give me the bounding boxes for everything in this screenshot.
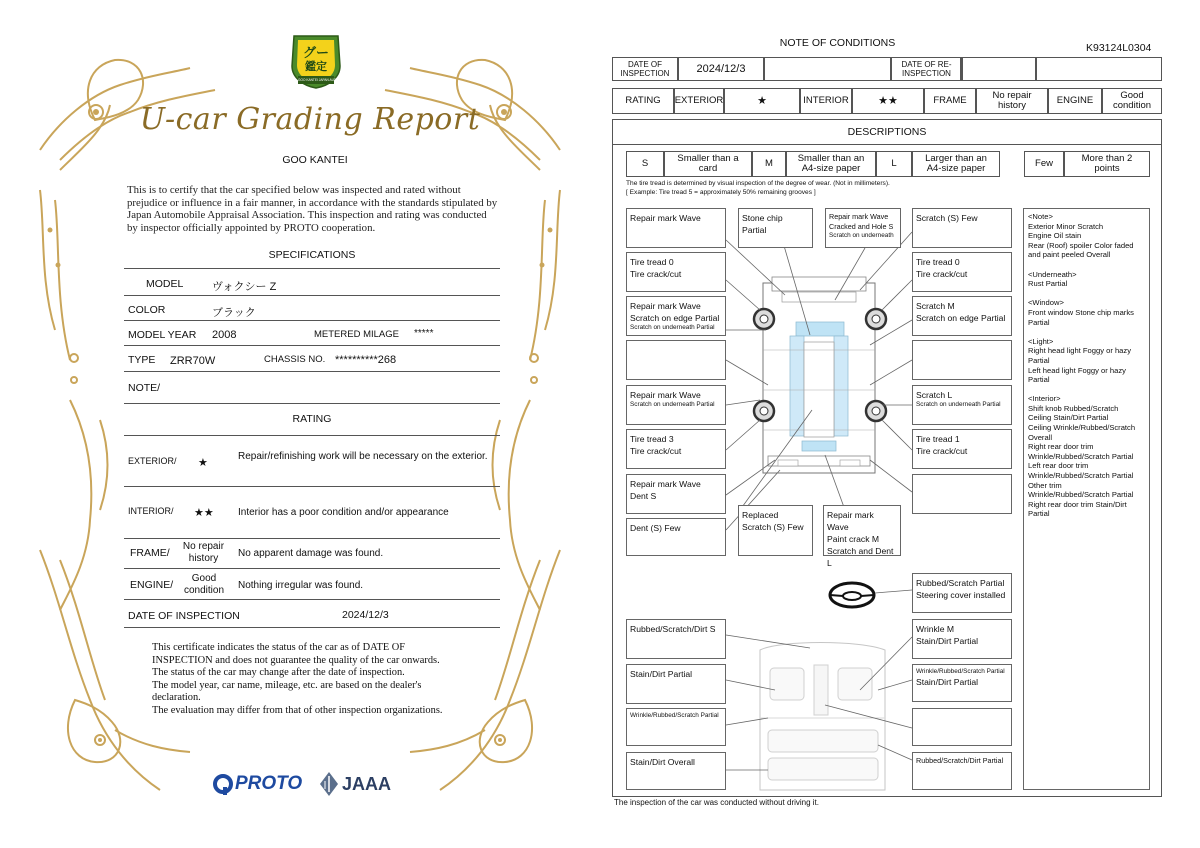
frame-rating-description: No apparent damage was found. <box>238 548 384 559</box>
proto-logo <box>212 771 302 797</box>
interior-label: INTERIOR <box>800 88 852 114</box>
certification-statement: This is to certify that the car specified below was inspected and rated without prejudice or influence in a fair manner, in accordance with the standards stipulated by Japan Automobile Appraisal Association. This inspection and rating was conducted by inspector officially appointed by PROTO cooperation. <box>127 184 498 234</box>
damage-note: Scratch on edge Partial <box>630 313 720 323</box>
report-title: U-car Grading Report <box>139 102 481 137</box>
damage-note: Stain/Dirt Partial <box>916 636 979 646</box>
damage-box-rear-window <box>738 505 813 556</box>
color-value: ブラック <box>212 307 256 319</box>
mileage-label: METERED MILAGE <box>314 329 399 340</box>
frame-label: FRAME <box>924 88 976 114</box>
rating-label: RATING <box>612 88 674 114</box>
car-top-view-icon <box>763 277 875 473</box>
damage-box-front-right-tire <box>912 252 1012 292</box>
tire-tread-note: The tire tread is determined by visual inspection of the degree of wear. (Not in millimeters). <box>626 180 890 187</box>
damage-note: Wrinkle M <box>916 624 955 634</box>
interior-box-steering <box>912 573 1012 613</box>
certificate-disclaimer <box>152 642 482 718</box>
exterior-rating-label: EXTERIOR/ <box>128 456 177 466</box>
disclaimer-line: INSPECTION and does not guarantee the quality of the car onwards. <box>152 654 440 666</box>
damage-note: Dent S <box>630 491 657 501</box>
interior-rating-label: INTERIOR/ <box>128 506 174 516</box>
condition-note-line <box>1028 260 1145 270</box>
descriptions-heading: DESCRIPTIONS <box>612 119 1162 145</box>
legend-m-desc: Smaller than an A4-size paper <box>786 151 876 177</box>
condition-note-line: <Window> <box>1028 298 1064 308</box>
proto-mark-icon <box>212 773 234 795</box>
rating-row-interior <box>124 487 500 539</box>
damage-note: Rubbed/Scratch/Dirt Partial <box>916 756 1004 765</box>
condition-note-line: <Underneath> <box>1028 269 1077 279</box>
spec-row-model <box>124 270 500 296</box>
rating-row-date <box>124 600 500 628</box>
condition-note-line: Exterior Minor Scratch <box>1028 221 1104 231</box>
rating-heading: RATING <box>292 413 332 425</box>
interior-box-left-door <box>626 708 726 746</box>
engine-label: ENGINE <box>1048 88 1102 114</box>
type-value: ZRR70W <box>170 355 216 367</box>
interior-box-right-door <box>912 664 1012 702</box>
rating-row-exterior <box>124 437 500 487</box>
legend-m-key: M <box>752 151 786 177</box>
legend-l-desc: Larger than an A4-size paper <box>912 151 1000 177</box>
spec-row-type <box>124 346 500 372</box>
damage-box-front-right <box>912 208 1012 248</box>
damage-note: Stone chip Partial <box>742 213 783 235</box>
engine-value: Good condition <box>1102 88 1162 114</box>
date-of-reinspection-label: DATE OF RE-INSPECTION <box>890 57 962 81</box>
interior-box-console <box>912 708 1012 746</box>
chassis-label: CHASSIS NO. <box>264 354 326 365</box>
rating-row-engine <box>124 569 500 600</box>
damage-note: Tire tread 1 <box>916 434 960 444</box>
damage-box-rear-bumper <box>823 505 901 568</box>
mileage-value: ***** <box>414 328 434 339</box>
spec-row-model-year <box>124 321 500 346</box>
damage-note: Rubbed/Scratch/Dirt S <box>630 624 716 634</box>
damage-box-left-front-door <box>626 340 726 380</box>
date-of-inspection-label: DATE OF INSPECTION <box>612 57 678 81</box>
damage-note: Scratch on edge Partial <box>916 313 1006 323</box>
damage-note: Wrinkle/Rubbed/Scratch Partial <box>916 668 1005 675</box>
condition-notes-panel <box>1023 208 1150 790</box>
model-year-label: MODEL YEAR <box>128 329 197 341</box>
damage-note: Tire crack/cut <box>630 269 682 279</box>
damage-note: Tire tread 3 <box>630 434 674 444</box>
condition-note-line: Ceiling Stain/Dirt Partial <box>1028 413 1109 423</box>
date-of-inspection-value: 2024/12/3 <box>678 57 764 81</box>
frame-rating-label: FRAME/ <box>130 547 170 559</box>
model-year-value: 2008 <box>212 329 237 341</box>
damage-box-front-left-tire <box>626 252 726 292</box>
damage-note: Repair mark Wave <box>829 212 889 221</box>
date-of-inspection-value: 2024/12/3 <box>342 609 389 621</box>
exterior-rating-description: Repair/refinishing work will be necessary on the exterior. <box>238 451 488 462</box>
legend-s-desc: Smaller than a card <box>664 151 752 177</box>
damage-note: Stain/Dirt Partial <box>916 677 979 687</box>
condition-note-line: Engine Oil stain <box>1028 231 1082 241</box>
interior-stars: ★★ <box>852 88 924 114</box>
spec-row-note <box>124 372 500 404</box>
chassis-value: **********268 <box>335 354 397 366</box>
interior-rating-description: Interior has a poor condition and/or appearance <box>238 507 449 518</box>
damage-note: Scratch M <box>916 301 955 311</box>
spec-row-color <box>124 296 500 321</box>
engine-rating-value: Good condition <box>183 573 225 596</box>
damage-note: Repair mark Wave <box>827 510 874 532</box>
condition-note-line: <Interior> <box>1028 394 1061 404</box>
condition-note-line <box>1028 289 1145 299</box>
inspection-footnote: The inspection of the car was conducted without driving it. <box>614 798 819 807</box>
damage-note: Replaced <box>742 510 779 520</box>
damage-note: Scratch (S) Few <box>916 213 978 223</box>
damage-box-front-left <box>626 208 726 248</box>
condition-note-line: Right rear door trim Stain/Dirt Partial <box>1028 499 1127 519</box>
condition-note-line: Front window Stone chip marks Partial <box>1028 307 1134 327</box>
damage-note: Paint crack M <box>827 534 880 544</box>
damage-note: Wrinkle/Rubbed/Scratch Partial <box>630 712 719 719</box>
damage-note: Tire tread 0 <box>916 257 960 267</box>
damage-note: Scratch on underneath Partial <box>630 324 715 331</box>
spec-divider <box>124 268 500 269</box>
exterior-stars: ★ <box>724 88 800 114</box>
condition-note-line: Rear (Roof) spoiler Color faded and paint peeled Overall <box>1028 240 1134 260</box>
damage-box-rear-left <box>626 518 726 556</box>
condition-note-line: <Note> <box>1028 212 1053 221</box>
interior-stars: ★★ <box>194 507 214 519</box>
damage-box-left-rear-fender <box>626 474 726 514</box>
interior-box-dashboard <box>626 619 726 659</box>
damage-box-right-rear-door <box>912 385 1012 425</box>
rating-row-frame <box>124 539 500 569</box>
report-subtitle: GOO KANTEI <box>282 154 348 166</box>
model-label: MODEL <box>146 278 184 290</box>
engine-rating-label: ENGINE/ <box>130 579 174 591</box>
badge-ring-text: GOO KANTEI JAPAN AUTOMOBILE <box>298 78 351 82</box>
damage-box-rear-right-tire <box>912 429 1012 469</box>
damage-note: Repair mark Wave <box>630 213 701 223</box>
condition-note-line: Right rear door trim Wrinkle/Rubbed/Scratch Partial <box>1028 442 1134 461</box>
legend-l-key: L <box>876 151 912 177</box>
condition-note-line <box>1028 327 1145 337</box>
condition-note-line: Rust Partial <box>1028 279 1068 289</box>
damage-note: Scratch on underneath Partial <box>916 401 1001 408</box>
disclaimer-line: The model year, car name, mileage, etc. are based on the dealer's <box>152 679 422 691</box>
condition-note-line: Left head light Foggy or hazy Partial <box>1028 365 1126 385</box>
proto-logo-text: PROTO <box>235 773 303 794</box>
date-of-inspection-label: DATE OF INSPECTION <box>128 610 240 622</box>
model-value: ヴォクシー Z <box>212 281 277 293</box>
condition-note-line: Left rear door trim Wrinkle/Rubbed/Scratch Partial <box>1028 461 1134 481</box>
legend-few-key: Few <box>1024 151 1064 177</box>
note-of-conditions <box>600 0 1200 848</box>
damage-note: Tire tread 0 <box>630 257 674 267</box>
damage-note: Tire crack/cut <box>630 446 682 456</box>
damage-note: Scratch on underneath Partial <box>630 401 715 408</box>
damage-note: Stain/Dirt Overall <box>630 757 695 767</box>
damage-note: Tire crack/cut <box>916 269 968 279</box>
frame-rating-value: No repair history <box>182 541 225 564</box>
condition-note-line: Right head light Foggy or hazy Partial <box>1028 346 1131 365</box>
type-label: TYPE <box>128 354 156 366</box>
rating-divider <box>124 435 500 436</box>
badge-text-line2: 鑑定 <box>305 61 327 73</box>
interior-box-rear-right <box>912 752 1012 790</box>
disclaimer-line: The evaluation may differ from that of other inspection organizations. <box>152 704 443 716</box>
frame-value: No repair history <box>976 88 1048 114</box>
interior-box-front-left-seat <box>626 664 726 704</box>
condition-note-line: Shift knob Rubbed/Scratch <box>1028 403 1119 413</box>
steering-wheel-icon <box>830 583 874 607</box>
disclaimer-line: The status of the car may change after the date of inspection. <box>152 667 405 679</box>
conditions-title: NOTE OF CONDITIONS <box>779 37 896 49</box>
damage-box-right-rear-fender <box>912 474 1012 514</box>
damage-box-front-bumper <box>825 208 901 248</box>
badge-text-line1: グー <box>302 45 329 60</box>
engine-rating-description: Nothing irregular was found. <box>238 580 364 591</box>
condition-note-line: <Light> <box>1028 336 1054 346</box>
damage-box-rear-left-tire <box>626 429 726 469</box>
jaaa-logo <box>319 770 391 798</box>
damage-note: Cracked and Hole S <box>829 222 894 231</box>
tire-tread-example: [ Example: Tire tread 5 = approximately 50% remaining grooves ] <box>626 189 816 196</box>
damage-note: Scratch and Dent L <box>827 546 894 568</box>
damage-note: Stain/Dirt Partial <box>630 669 693 679</box>
damage-note: Scratch on underneath <box>829 232 894 239</box>
note-label: NOTE/ <box>128 382 161 394</box>
condition-note-line: Other trim Wrinkle/Rubbed/Scratch Partial <box>1028 480 1134 500</box>
damage-box-right-front-door <box>912 340 1012 380</box>
color-label: COLOR <box>128 304 166 316</box>
damage-box-front-window <box>738 208 813 248</box>
damage-note: Repair mark Wave <box>630 479 701 489</box>
goo-kantei-badge <box>288 32 351 90</box>
condition-note-line: Ceiling Wrinkle/Rubbed/Scratch Overall <box>1028 423 1136 442</box>
damage-note: Scratch (S) Few <box>742 522 804 532</box>
damage-note: Repair mark Wave <box>630 390 701 400</box>
reference-number: K93124L0304 <box>1086 42 1152 54</box>
damage-note: Rubbed/Scratch Partial <box>916 578 1005 588</box>
interior-box-rear-seat <box>626 752 726 790</box>
damage-box-right-front-fender <box>912 296 1012 336</box>
damage-note: Tire crack/cut <box>916 446 968 456</box>
exterior-stars: ★ <box>198 457 208 469</box>
damage-note: Steering cover installed <box>916 590 1006 600</box>
damage-box-left-front-fender <box>626 296 726 336</box>
legend-s-key: S <box>626 151 664 177</box>
jaaa-mark-icon <box>319 771 339 797</box>
damage-note: Dent (S) Few <box>630 523 681 533</box>
specifications-heading: SPECIFICATIONS <box>268 249 356 261</box>
damage-note: Scratch L <box>916 390 953 400</box>
condition-note-line <box>1028 385 1145 395</box>
disclaimer-line: declaration. <box>152 692 201 704</box>
damage-box-left-rear-door <box>626 385 726 425</box>
interior-box-front-right-seat <box>912 619 1012 659</box>
damage-note: Repair mark Wave <box>630 301 701 311</box>
exterior-label: EXTERIOR <box>674 88 724 114</box>
jaaa-logo-text: JAAA <box>342 773 392 794</box>
disclaimer-line: This certificate indicates the status of the car as of DATE OF <box>152 642 406 653</box>
legend-few-desc: More than 2 points <box>1064 151 1150 177</box>
